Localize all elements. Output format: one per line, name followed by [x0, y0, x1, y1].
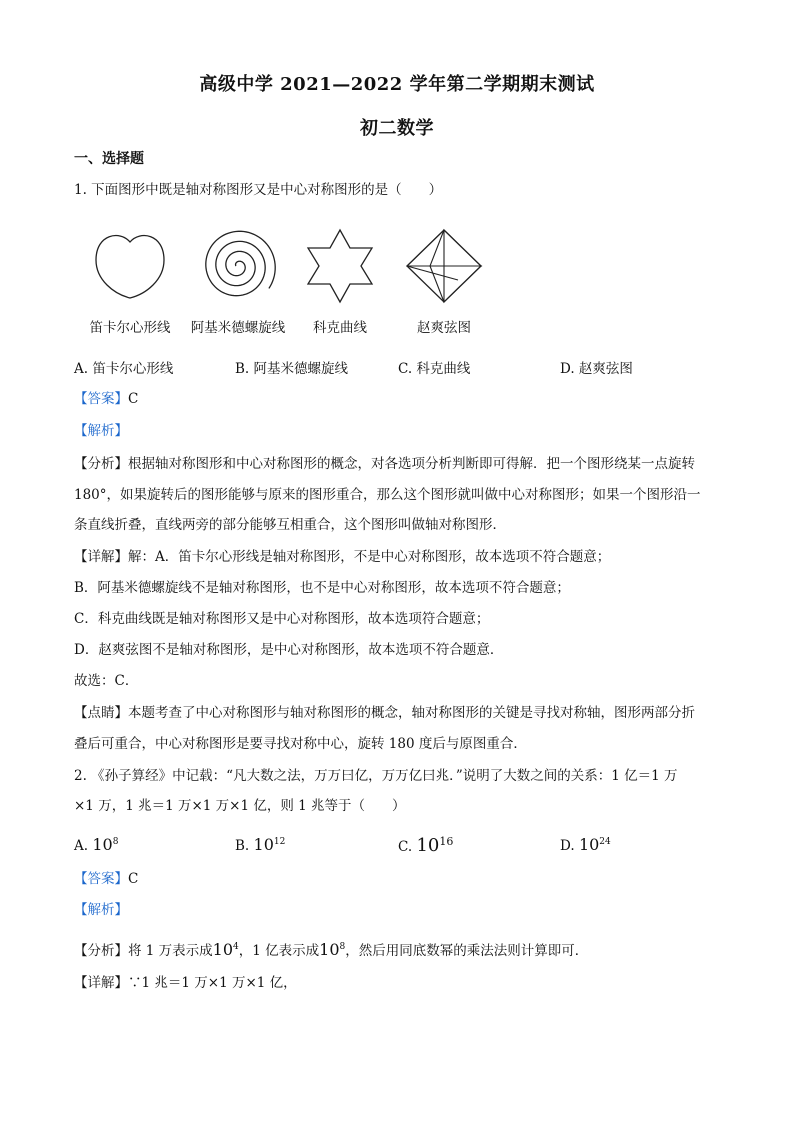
question-1-option-d: D. 赵爽弦图 [560, 361, 633, 377]
power-base: 10 [319, 940, 340, 959]
question-2-option-d [560, 833, 611, 855]
page-subtitle: 初二数学 [360, 118, 434, 139]
question-1-answer [74, 390, 724, 408]
figure-koch [290, 228, 390, 336]
fenxi-tag: 【分析】 [74, 456, 128, 472]
question-1-conclusion: 故选：C． [74, 673, 139, 689]
xiangjie-tag: 【详解】 [74, 549, 128, 565]
question-2-option-b [235, 833, 285, 855]
question-1-fenxi-line-1 [74, 455, 724, 473]
question-1-xiangjie-line-2: B．阿基米德螺旋线不是轴对称图形，也不是中心对称图形，故本选项不符合题意； [74, 580, 570, 596]
xiangjie-tag: 【详解】 [74, 975, 128, 991]
power-base: 10 [253, 835, 274, 854]
fenxi-text: 根据轴对称图形和中心对称图形的概念，对各选项分析判断即可得解．把一个图形绕某一点旋转 [128, 456, 695, 472]
dianjing-text: 本题考查了中心对称图形与轴对称图形的概念，轴对称图形的关键是寻找对称轴，图形两部分折 [128, 705, 695, 721]
question-1-option-c: C. 科克曲线 [398, 361, 471, 377]
power-base: 10 [416, 835, 440, 856]
figure-zhao-shuang [394, 228, 494, 336]
question-1-option-a: A. 笛卡尔心形线 [74, 361, 174, 377]
cardioid-figure [90, 228, 170, 304]
question-2-stem-line-2: ×1 万，1 兆＝1 万×1 万×1 亿，则 1 兆等于（ ） [74, 798, 406, 814]
answer-value: C [128, 391, 139, 407]
power-exponent: 24 [599, 837, 611, 847]
question-1-analysis-tag: 【解析】 [74, 423, 128, 439]
question-1-figures [80, 228, 500, 338]
page-title: 高级中学 2021—2022 学年第二学期期末测试 [199, 74, 595, 95]
xiangjie-text: ∵1 兆＝1 万×1 万×1 亿， [128, 975, 297, 991]
power-exponent: 4 [233, 942, 239, 952]
power-base: 10 [212, 940, 234, 959]
option-letter: B. [235, 838, 254, 854]
power-exponent: 12 [273, 837, 286, 847]
archimedean-spiral-figure [198, 228, 278, 304]
koch-star-figure [300, 228, 380, 304]
power-base: 10 [92, 835, 113, 854]
fenxi-text-c: ，然后用同底数幂的乘法法则计算即可． [345, 943, 589, 959]
answer-value: C [128, 871, 139, 887]
section-heading: 一、选择题 [74, 151, 144, 167]
zhao-shuang-figure [404, 228, 484, 304]
question-1-fenxi-line-3: 条直线折叠，直线两旁的部分能够互相重合，这个图形叫做轴对称图形． [74, 517, 506, 533]
dianjing-tag: 【点睛】 [74, 705, 128, 721]
option-letter: A. [74, 838, 93, 854]
question-2-fenxi [74, 938, 724, 960]
question-2-xiangjie [74, 974, 724, 992]
figure-spiral [188, 228, 288, 336]
question-2-option-c [398, 833, 453, 856]
fenxi-text-b: ，1 亿表示成 [238, 943, 320, 959]
question-1-option-b: B. 阿基米德螺旋线 [235, 361, 349, 377]
figure-label: 科克曲线 [313, 320, 367, 336]
option-letter: D. [560, 838, 579, 854]
fenxi-text-a: 将 1 万表示成 [128, 943, 213, 959]
power-exponent: 16 [439, 835, 454, 848]
question-1-dianjing-line-1 [74, 704, 724, 722]
option-letter: C. [398, 839, 417, 855]
figure-cardioid [80, 228, 180, 336]
question-2-analysis-tag: 【解析】 [74, 902, 128, 918]
answer-tag: 【答案】 [74, 871, 128, 887]
question-2-stem-line-1: 2. 《孙子算经》中记载：“凡大数之法，万万曰亿，万万亿曰兆．”说明了大数之间的关系：1 亿＝1 万 [74, 768, 678, 784]
figure-label: 赵爽弦图 [417, 320, 471, 336]
fenxi-tag: 【分析】 [74, 943, 128, 959]
question-1-fenxi-line-2: 180°，如果旋转后的图形能够与原来的图形重合，那么这个图形就叫做中心对称图形；如果一个图形沿一 [74, 487, 701, 503]
question-2-answer [74, 870, 724, 888]
question-2-option-a [74, 833, 118, 855]
question-1-xiangjie-line-4: D．赵爽弦图不是轴对称图形，是中心对称图形，故本选项不符合题意． [74, 642, 504, 658]
figure-label: 阿基米德螺旋线 [190, 320, 286, 336]
figure-label: 笛卡尔心形线 [89, 320, 171, 336]
question-1-stem: 1. 下面图形中既是轴对称图形又是中心对称图形的是（ ） [74, 182, 443, 198]
question-1-xiangjie-line-1 [74, 548, 724, 566]
power-base: 10 [578, 835, 600, 854]
power-exponent: 8 [112, 837, 119, 847]
question-1-xiangjie-line-3: C．科克曲线既是轴对称图形又是中心对称图形，故本选项符合题意； [74, 611, 490, 627]
power-exponent: 8 [339, 942, 346, 952]
question-1-dianjing-line-2: 叠后可重合，中心对称图形是要寻找对称中心，旋转 180 度后与原图重合． [74, 736, 527, 752]
xiangjie-text: 解：A．笛卡尔心形线是轴对称图形，不是中心对称图形，故本选项不符合题意； [128, 549, 611, 565]
answer-tag: 【答案】 [74, 391, 128, 407]
